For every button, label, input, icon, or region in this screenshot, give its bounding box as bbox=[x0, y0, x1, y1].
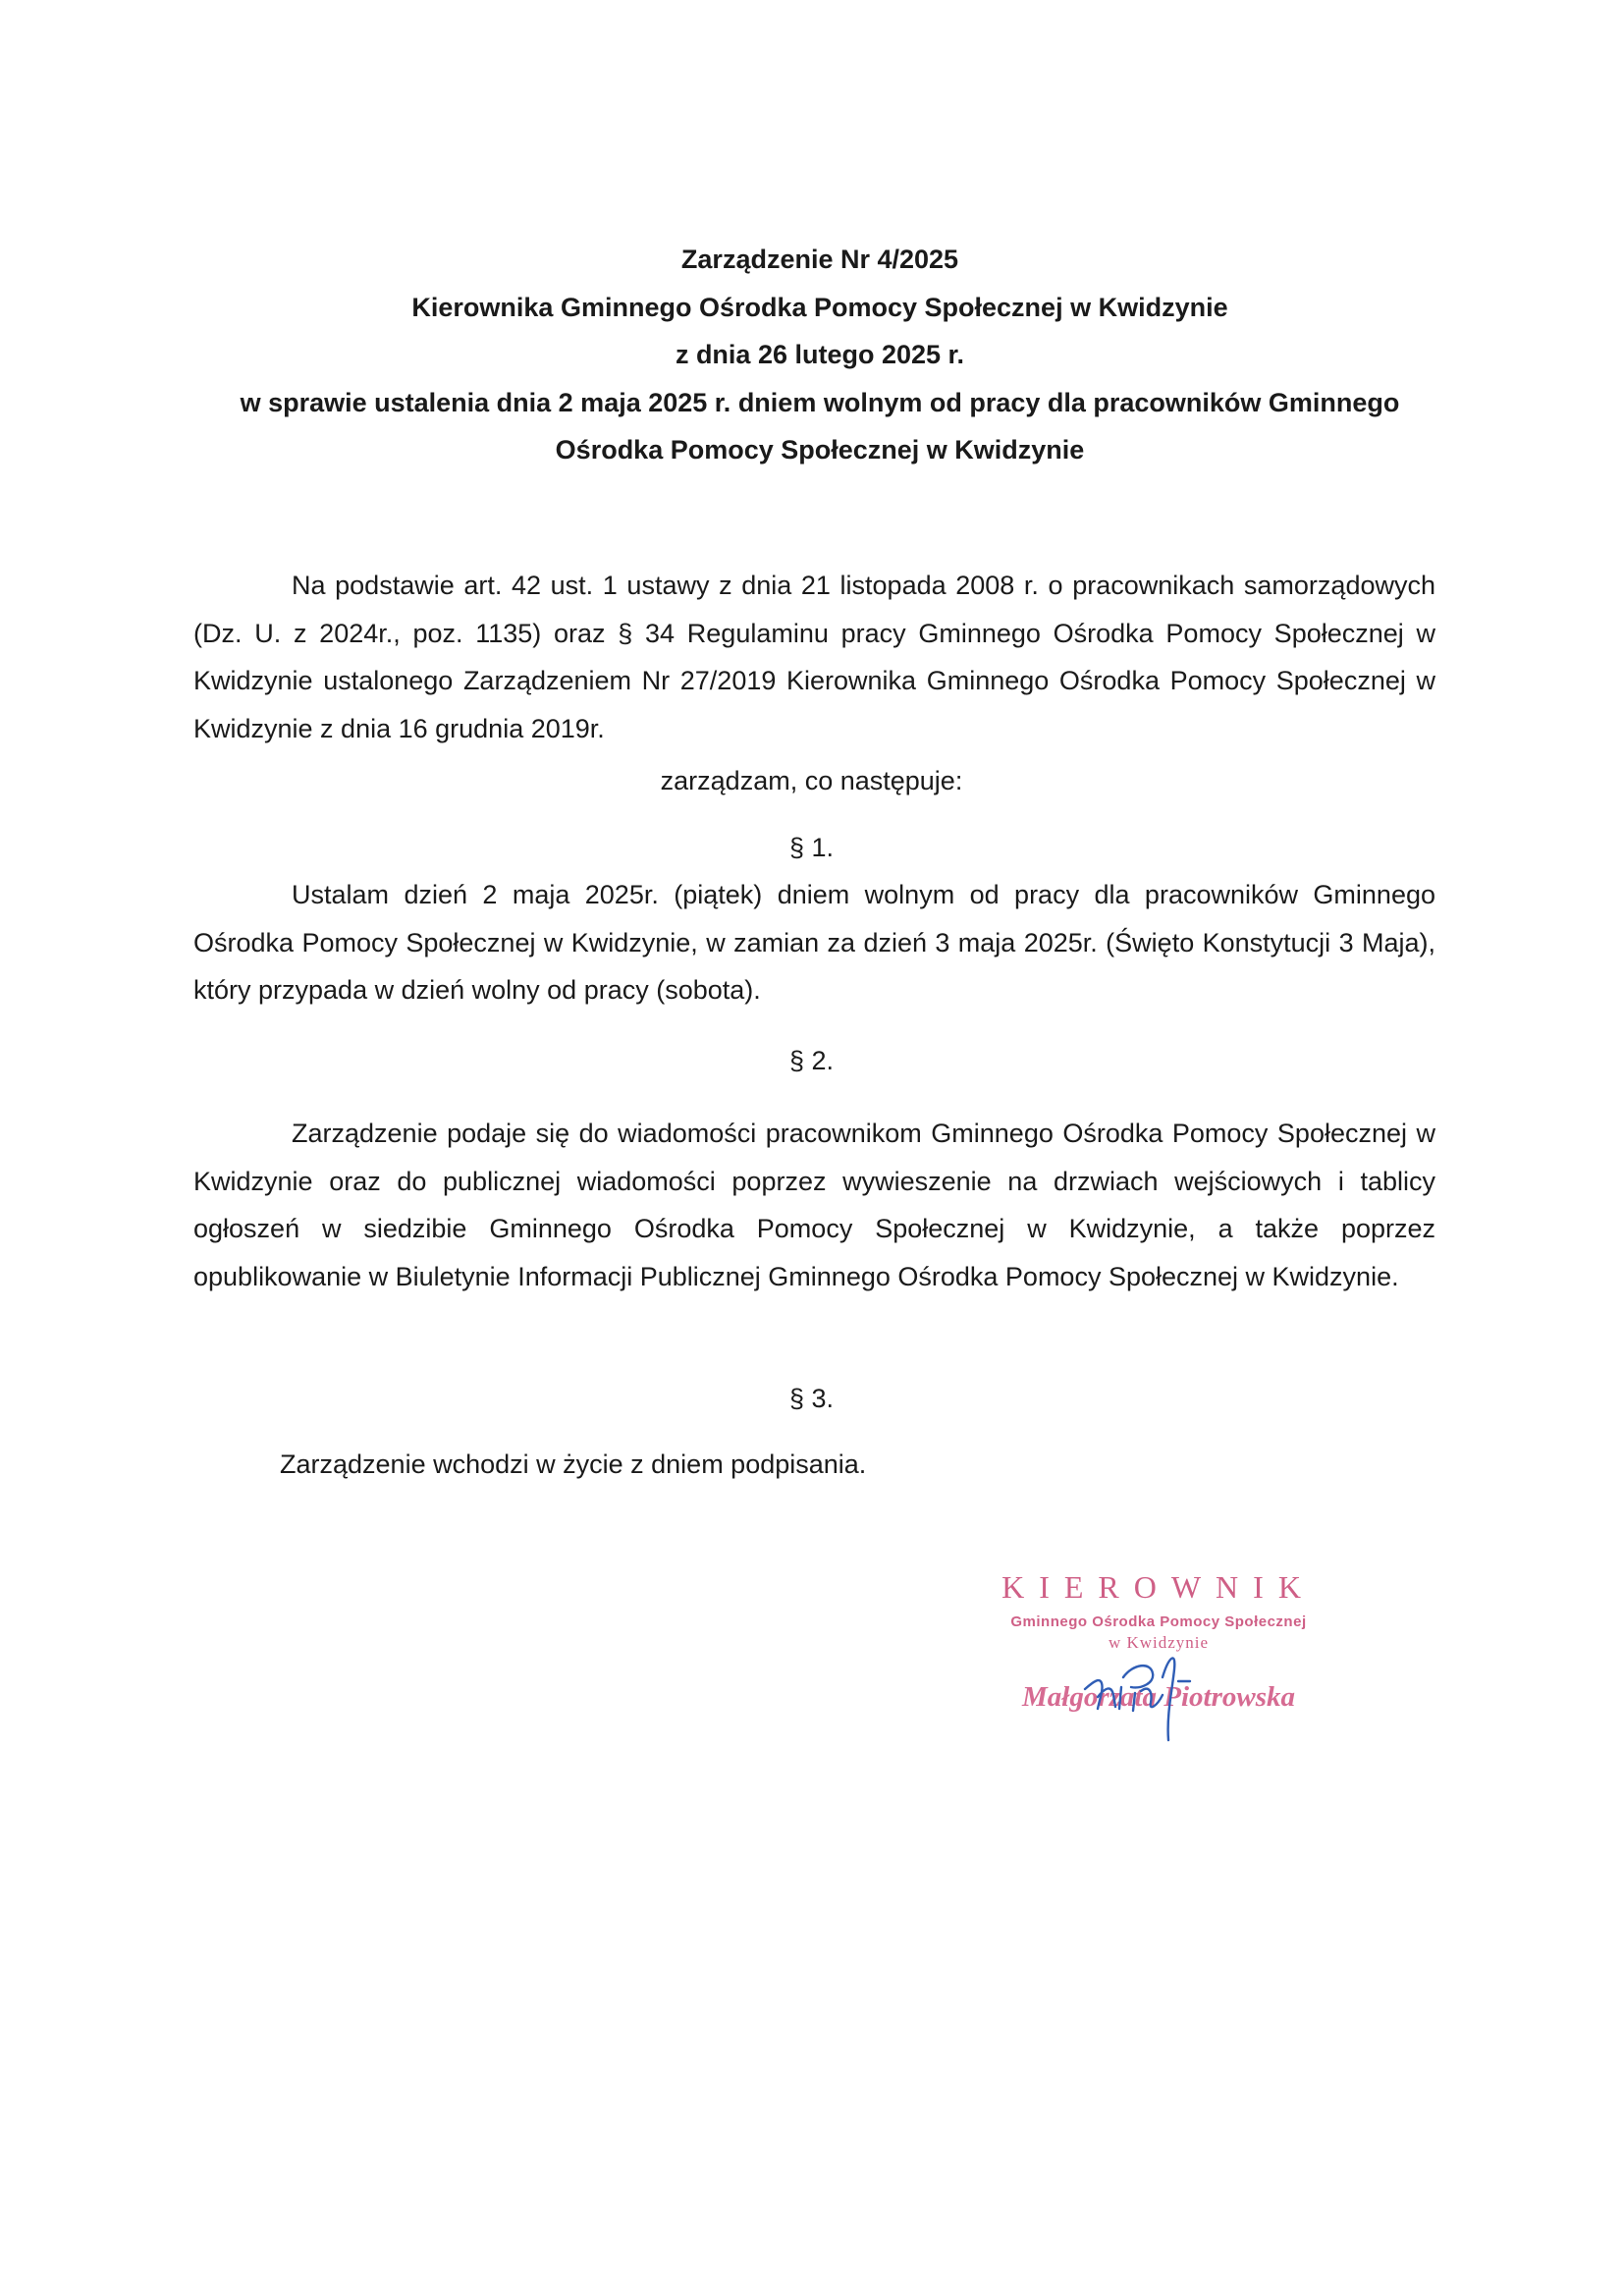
preamble-text: Na podstawie art. 42 ust. 1 ustawy z dnia 21 listopada 2008 r. o pracownikach samorządowych (Dz. U. z 2024r., poz. 1135) oraz § 34 Regulaminu pracy Gminnego Ośrodka Pomocy Społecznej w Kwidzynie ustalonego Zarządzeniem Nr 27/2019 Kierownika Gminnego Ośrodka Pomocy Społecznej w Kwidzynie z dnia 16 grudnia 2019r. bbox=[193, 571, 1435, 743]
section-1-mark: § 1. bbox=[788, 833, 835, 862]
official-stamp bbox=[962, 1559, 1355, 1756]
stamp-city: w Kwidzynie bbox=[1108, 1633, 1210, 1652]
section-1-paragraph bbox=[193, 871, 1435, 1014]
section-1-text: Ustalam dzień 2 maja 2025r. (piątek) dniem wolnym od pracy dla pracowników Gminnego Ośrodka Pomocy Społecznej w Kwidzynie, w zamian za dzień 3 maja 2025r. (Święto Konstytucji 3 Maja), który przypada w dzień wolny od pracy (sobota). bbox=[193, 880, 1435, 1005]
document-header bbox=[187, 236, 1453, 474]
issuer: Kierownika Gminnego Ośrodka Pomocy Społecznej w Kwidzynie bbox=[411, 292, 1228, 322]
preamble-paragraph bbox=[193, 562, 1435, 752]
section-2-paragraph bbox=[193, 1110, 1435, 1300]
stamp-organization: Gminnego Ośrodka Pomocy Społecznej bbox=[1010, 1613, 1307, 1630]
stamp-name: Małgorzata Piotrowska bbox=[1022, 1681, 1295, 1713]
decree-date: z dnia 26 lutego 2025 r. bbox=[675, 340, 965, 369]
section-3-text: Zarządzenie wchodzi w życie z dniem podpisania. bbox=[280, 1449, 867, 1479]
section-2-mark: § 2. bbox=[788, 1046, 835, 1075]
decree-phrase: zarządzam, co następuje: bbox=[660, 766, 963, 795]
stamp-title: KIEROWNIK bbox=[1001, 1569, 1316, 1605]
handwritten-signature bbox=[1080, 1638, 1227, 1746]
section-3-mark: § 3. bbox=[788, 1384, 835, 1413]
subject-line-1: w sprawie ustalenia dnia 2 maja 2025 r. dniem wolnym od pracy dla pracowników Gminnego bbox=[240, 387, 1400, 417]
subject-line-2: Ośrodka Pomocy Społecznej w Kwidzynie bbox=[555, 435, 1085, 465]
section-2-text: Zarządzenie podaje się do wiadomości pracownikom Gminnego Ośrodka Pomocy Społecznej w Kwidzynie oraz do publicznej wiadomości poprzez wywieszenie na drzwiach wejściowych i tablicy ogłoszeń w siedzibie Gminnego Ośrodka Pomocy Społecznej w Kwidzynie, a także poprzez opublikowanie w Biuletynie Informacji Publicznej Gminnego Ośrodka Pomocy Społecznej w Kwidzynie. bbox=[193, 1119, 1435, 1291]
decree-number: Zarządzenie Nr 4/2025 bbox=[680, 245, 959, 274]
